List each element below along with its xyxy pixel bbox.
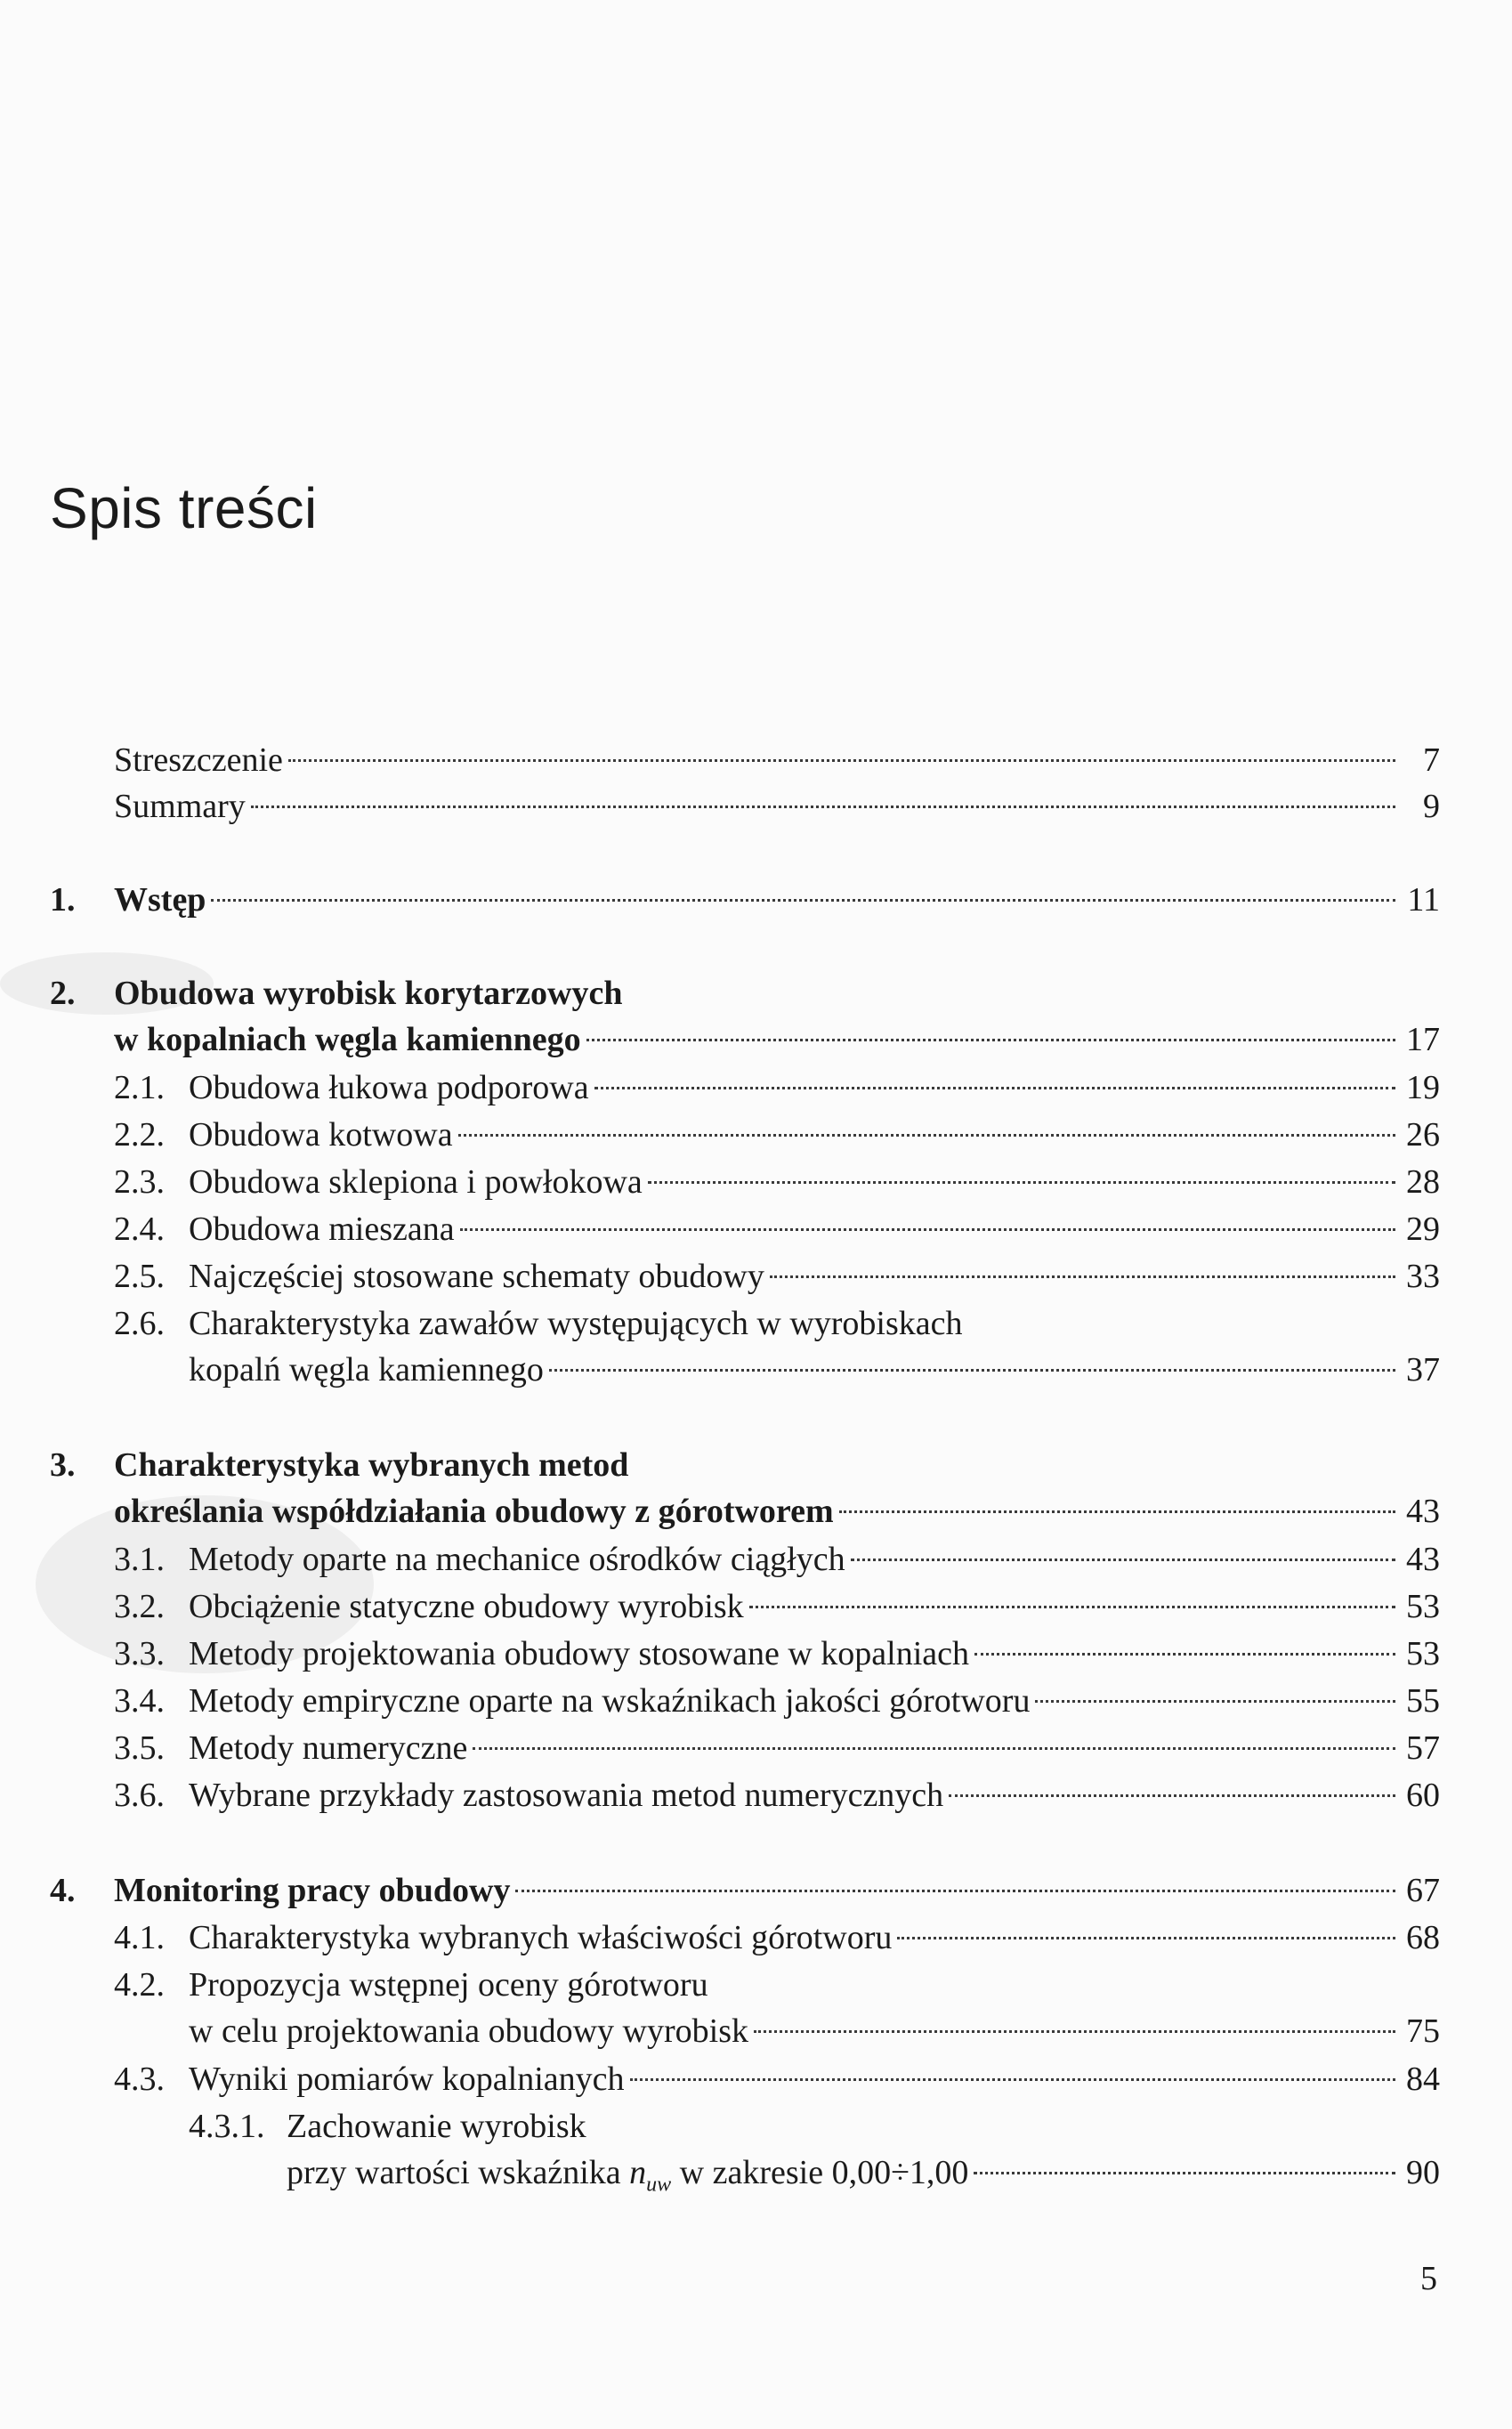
toc-entry-title: Streszczenie: [114, 741, 283, 779]
toc-entry-title: Obudowa łukowa podporowa: [189, 1069, 589, 1106]
toc-entry-title: Metody empiryczne oparte na wskaźnikach jakości górotworu: [189, 1682, 1031, 1720]
toc-number: 2.: [50, 975, 76, 1012]
toc-section-3-3[interactable]: [114, 1631, 1440, 1677]
toc-page-number: 57: [1406, 1729, 1440, 1767]
toc-section-2-1[interactable]: [114, 1065, 1440, 1111]
toc-entry-title-line1: Charakterystyka zawałów występujących w wyrobiskach: [189, 1305, 963, 1342]
toc-section-3-2[interactable]: [114, 1583, 1440, 1630]
toc-number: 4.3.: [114, 2061, 165, 2098]
leader-dots: [594, 1087, 1395, 1089]
toc-page-number: 75: [1406, 2012, 1440, 2050]
toc-entry-title: Obciążenie statyczne obudowy wyrobisk: [189, 1588, 744, 1625]
toc-entry-title-line1: Obudowa wyrobisk korytarzowych: [114, 975, 623, 1012]
toc-entry-title-line2: w kopalniach węgla kamiennego: [114, 1021, 581, 1058]
leader-dots: [473, 1747, 1395, 1750]
text-part: przy wartości wskaźnika: [287, 2154, 630, 2191]
toc-entry-title: Wyniki pomiarów kopalnianych: [189, 2061, 625, 2098]
toc-page-number: 60: [1406, 1777, 1440, 1814]
toc-chapter-1[interactable]: [50, 877, 1440, 923]
toc-page-number: 11: [1407, 881, 1440, 919]
leader-dots: [839, 1510, 1395, 1513]
math-subscript: uw: [646, 2173, 672, 2197]
toc-entry-title-line1: Charakterystyka wybranych metod: [114, 1446, 629, 1484]
toc-number: 3.: [50, 1446, 76, 1484]
toc-page-number: 55: [1406, 1682, 1440, 1720]
toc-number: 2.6.: [114, 1305, 165, 1342]
toc-section-2-4[interactable]: [114, 1206, 1440, 1252]
toc-entry-title: Charakterystyka wybranych właściwości górotworu: [189, 1919, 893, 1956]
toc-page-number: 53: [1406, 1588, 1440, 1625]
toc-number: 2.2.: [114, 1116, 165, 1154]
toc-number: 3.5.: [114, 1729, 165, 1767]
toc-page-number: 43: [1406, 1541, 1440, 1578]
toc-page-number: 37: [1406, 1351, 1440, 1389]
page-title: Spis treści: [50, 476, 318, 540]
toc-entry-title: Summary: [114, 788, 246, 825]
toc-entry-title: Obudowa sklepiona i powłokowa: [189, 1163, 643, 1201]
toc-page-number: 29: [1406, 1210, 1440, 1248]
toc-number: 4.: [50, 1872, 76, 1909]
toc-page-number: 7: [1423, 741, 1440, 779]
page-number-footer: 5: [1420, 2260, 1437, 2297]
toc-section-2-2[interactable]: [114, 1112, 1440, 1158]
toc-entry-title-line2: [287, 2150, 968, 2208]
leader-dots: [974, 1653, 1395, 1656]
toc-entry-title: Monitoring pracy obudowy: [114, 1872, 511, 1909]
toc-subsection-4-3-1[interactable]: [189, 2103, 1440, 2196]
math-variable: n: [629, 2154, 647, 2191]
toc-section-4-2[interactable]: [114, 1962, 1440, 2054]
leader-dots: [1035, 1700, 1395, 1703]
toc-entry-title: Najczęściej stosowane schematy obudowy: [189, 1258, 764, 1295]
leader-dots: [974, 2172, 1395, 2174]
toc-entry-streszczenie[interactable]: [114, 737, 1440, 783]
toc-number: 3.3.: [114, 1635, 165, 1672]
toc-section-3-4[interactable]: [114, 1678, 1440, 1724]
toc-number: 4.3.1.: [189, 2108, 265, 2145]
toc-number: 3.4.: [114, 1682, 165, 1720]
leader-dots: [586, 1039, 1395, 1041]
toc-page-number: 9: [1423, 788, 1440, 825]
toc-page-number: 68: [1406, 1919, 1440, 1956]
toc-entry-title: Metody oparte na mechanice ośrodków ciągłych: [189, 1541, 845, 1578]
toc-number: 4.2.: [114, 1966, 165, 2004]
toc-page-number: 19: [1406, 1069, 1440, 1106]
toc-number: 2.4.: [114, 1210, 165, 1248]
toc-number: 2.3.: [114, 1163, 165, 1201]
leader-dots: [770, 1275, 1395, 1278]
leader-dots: [949, 1794, 1395, 1797]
toc-page-number: 28: [1406, 1163, 1440, 1201]
toc-chapter-4[interactable]: [50, 1867, 1440, 1914]
toc-number: 3.6.: [114, 1777, 165, 1814]
leader-dots: [648, 1181, 1395, 1184]
toc-entry-title: Wstęp: [114, 881, 206, 919]
leader-dots: [630, 2078, 1396, 2081]
toc-entry-title: Metody projektowania obudowy stosowane w kopalniach: [189, 1635, 969, 1672]
toc-chapter-3[interactable]: [50, 1442, 1440, 1534]
toc-page-number: 26: [1406, 1116, 1440, 1154]
leader-dots: [458, 1134, 1395, 1137]
toc-section-2-5[interactable]: [114, 1253, 1440, 1300]
leader-dots: [515, 1890, 1395, 1892]
toc-section-3-1[interactable]: [114, 1536, 1440, 1583]
toc-section-3-5[interactable]: [114, 1725, 1440, 1771]
leader-dots: [460, 1228, 1395, 1231]
toc-section-4-1[interactable]: [114, 1915, 1440, 1961]
toc-entry-title-line2: w celu projektowania obudowy wyrobisk: [189, 2012, 748, 2050]
toc-section-2-6[interactable]: [114, 1300, 1440, 1393]
toc-entry-title-line2: kopalń węgla kamiennego: [189, 1351, 544, 1389]
toc-page-number: 33: [1406, 1258, 1440, 1295]
leader-dots: [749, 1606, 1395, 1608]
leader-dots: [288, 759, 1395, 762]
toc-number: 2.1.: [114, 1069, 165, 1106]
toc-section-3-6[interactable]: [114, 1772, 1440, 1818]
toc-section-4-3[interactable]: [114, 2056, 1440, 2102]
toc-entry-title: Obudowa mieszana: [189, 1210, 455, 1248]
toc-entry-title-line1: Zachowanie wyrobisk: [287, 2108, 586, 2145]
toc-chapter-2[interactable]: [50, 970, 1440, 1063]
leader-dots: [754, 2030, 1395, 2033]
text-part: w zakresie 0,00÷1,00: [671, 2154, 969, 2191]
leader-dots: [549, 1369, 1395, 1372]
leader-dots: [897, 1937, 1395, 1939]
toc-number: 3.1.: [114, 1541, 165, 1578]
toc-entry-title: Metody numeryczne: [189, 1729, 468, 1767]
toc-page-number: 43: [1406, 1493, 1440, 1530]
toc-page-number: 53: [1406, 1635, 1440, 1672]
toc-page-number: 67: [1406, 1872, 1440, 1909]
toc-section-2-3[interactable]: [114, 1159, 1440, 1205]
toc-entry-title-line1: Propozycja wstępnej oceny górotworu: [189, 1966, 708, 2004]
toc-page-number: 84: [1406, 2061, 1440, 2098]
toc-entry-title: Obudowa kotwowa: [189, 1116, 453, 1154]
toc-number: 2.5.: [114, 1258, 165, 1295]
toc-entry-title: Wybrane przykłady zastosowania metod numerycznych: [189, 1777, 944, 1814]
toc-entry-summary[interactable]: [114, 783, 1440, 830]
toc-number: 3.2.: [114, 1588, 165, 1625]
toc-number: 4.1.: [114, 1919, 165, 1956]
toc-page-number: 17: [1406, 1021, 1440, 1058]
toc-entry-title-line2: określania współdziałania obudowy z górotworem: [114, 1493, 834, 1530]
toc-number: 1.: [50, 881, 76, 919]
toc-page-number: 90: [1406, 2154, 1440, 2191]
leader-dots: [211, 899, 1395, 902]
leader-dots: [851, 1559, 1395, 1561]
leader-dots: [251, 806, 1395, 808]
